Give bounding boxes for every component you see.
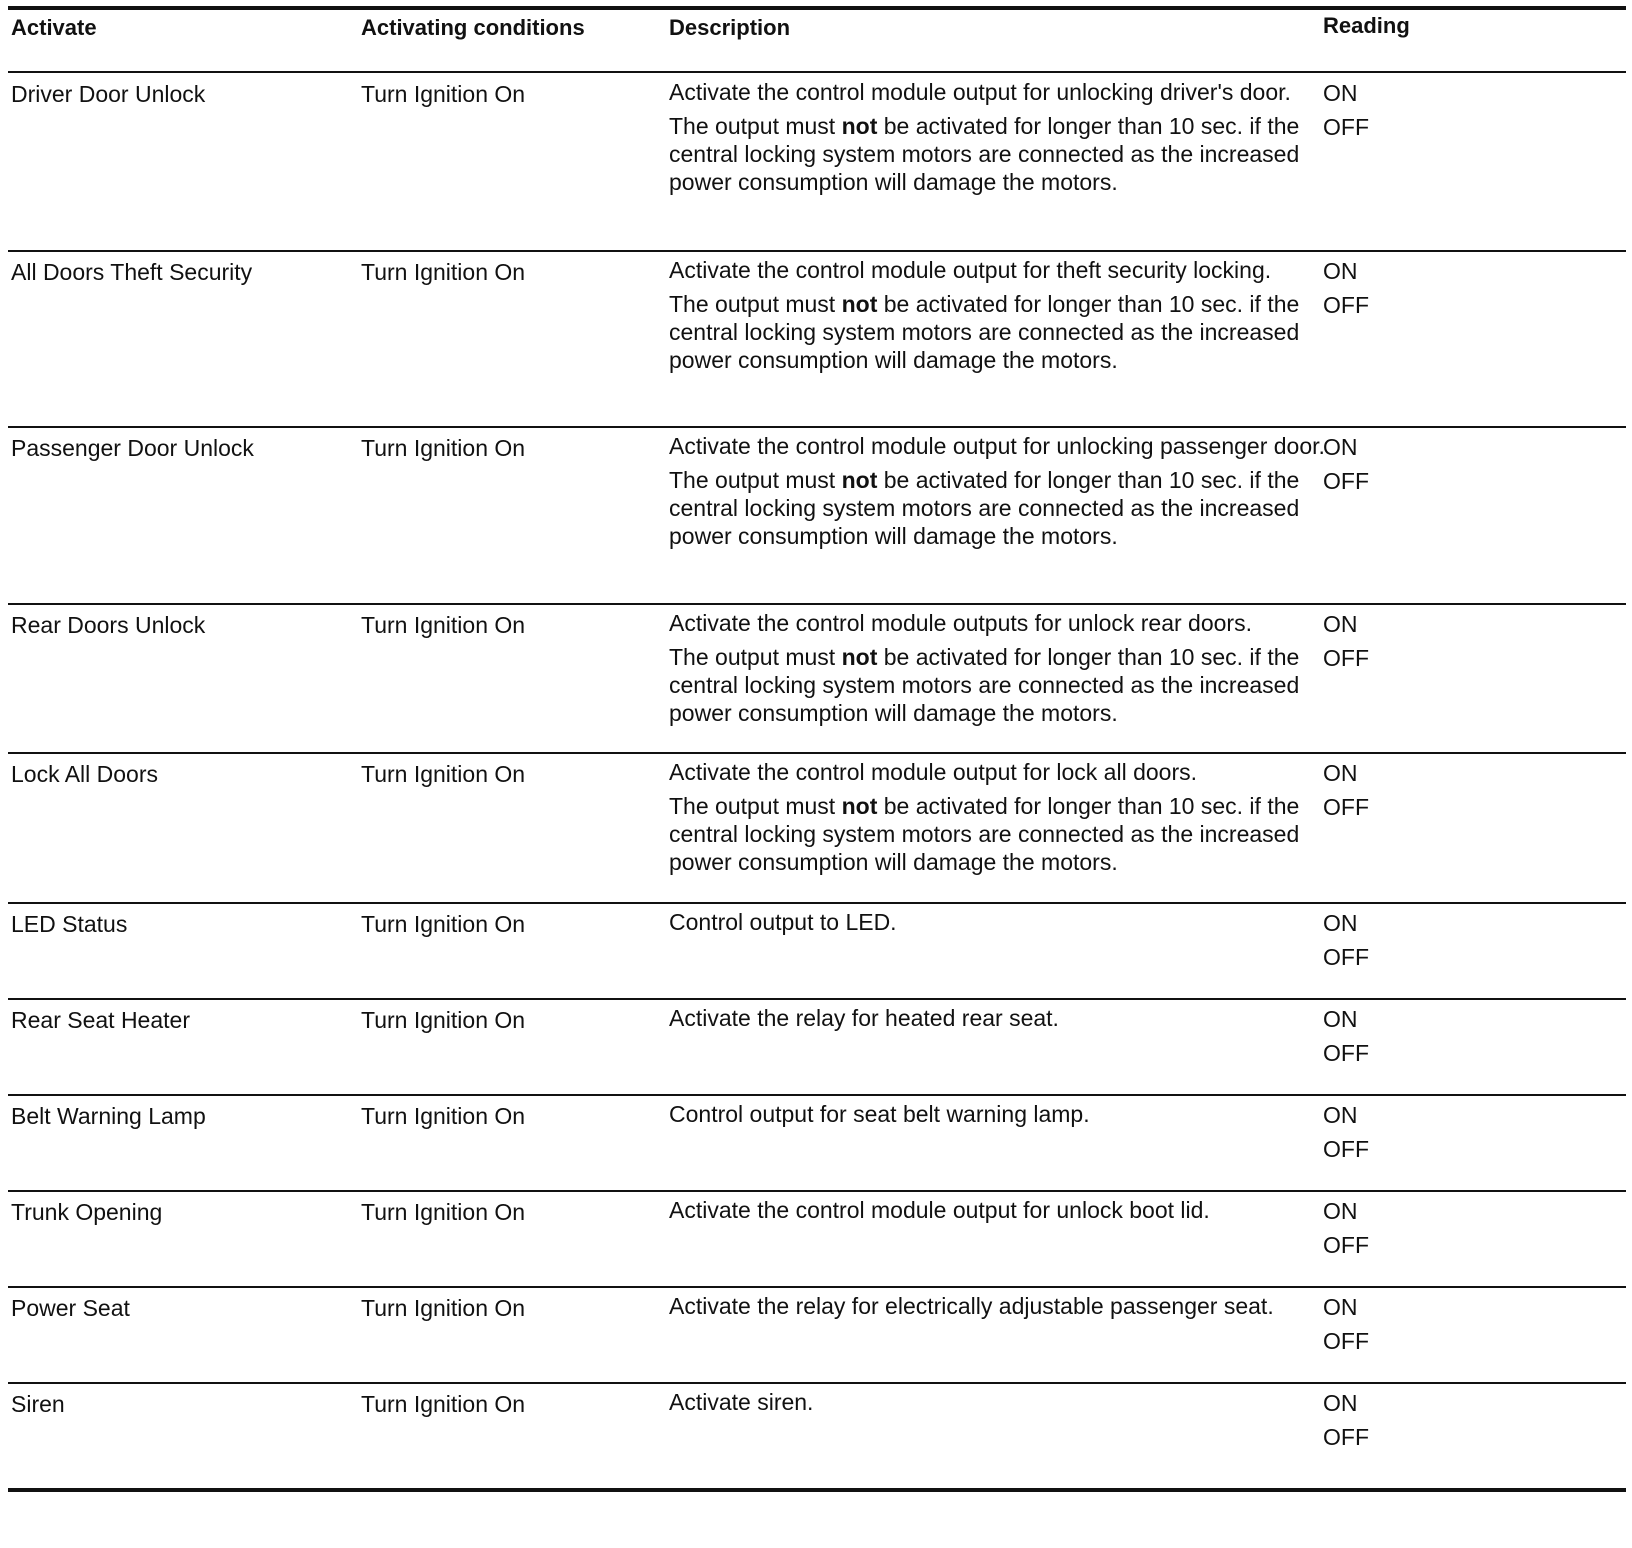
warning-emphasis: not <box>841 644 878 670</box>
warning-text-after: be activated for longer than 10 sec. if the central locking system motors are connected as the increased power consumption will damage the motors. <box>669 793 1300 875</box>
reading-on: ON <box>1323 80 1358 106</box>
row-divider <box>8 998 1626 1000</box>
motor-warning <box>669 290 1329 374</box>
row-description <box>669 609 1349 733</box>
row-reading <box>1323 906 1369 974</box>
row-reading <box>1323 1002 1369 1070</box>
row-description <box>669 1388 1329 1422</box>
row-divider <box>8 1190 1626 1192</box>
description-text: Activate the control module output for unlocking driver's door. <box>669 79 1291 105</box>
row-activate: Passenger Door Unlock <box>11 435 254 461</box>
description-text: Activate the relay for heated rear seat. <box>669 1005 1059 1031</box>
table-bottom-rule <box>8 1488 1626 1492</box>
reading-on: ON <box>1323 910 1358 936</box>
header-activating-conditions: Activating conditions <box>361 15 585 40</box>
row-description <box>669 256 1329 380</box>
reading-off: OFF <box>1323 292 1369 318</box>
row-description <box>669 758 1329 882</box>
row-condition: Turn Ignition On <box>361 1391 526 1417</box>
row-reading <box>1323 1290 1369 1358</box>
reading-off: OFF <box>1323 794 1369 820</box>
row-activate: Belt Warning Lamp <box>11 1103 206 1129</box>
row-activate: Rear Seat Heater <box>11 1007 190 1033</box>
warning-text-before: The output must <box>669 644 842 670</box>
row-divider <box>8 426 1626 428</box>
reading-off: OFF <box>1323 1328 1369 1354</box>
row-reading <box>1323 1194 1369 1262</box>
reading-off: OFF <box>1323 1040 1369 1066</box>
row-activate: Rear Doors Unlock <box>11 612 206 638</box>
description-text: Control output for seat belt warning lamp. <box>669 1101 1090 1127</box>
header-rule <box>8 71 1626 73</box>
motor-warning <box>669 112 1329 196</box>
reading-off: OFF <box>1323 114 1369 140</box>
row-condition: Turn Ignition On <box>361 1103 526 1129</box>
row-condition: Turn Ignition On <box>361 761 526 787</box>
description-text: Activate the control module output for unlocking passenger door. <box>669 433 1325 459</box>
row-reading <box>1323 1098 1369 1166</box>
description-text: Activate siren. <box>669 1389 814 1415</box>
row-description <box>669 78 1329 202</box>
row-activate: All Doors Theft Security <box>11 259 253 285</box>
row-activate: Driver Door Unlock <box>11 81 206 107</box>
reading-on: ON <box>1323 1006 1358 1032</box>
row-condition: Turn Ignition On <box>361 1199 526 1225</box>
reading-on: ON <box>1323 1102 1358 1128</box>
row-divider <box>8 250 1626 252</box>
reading-off: OFF <box>1323 468 1369 494</box>
description-text: Activate the control module outputs for unlock rear doors. <box>669 610 1252 636</box>
row-description <box>669 908 1329 942</box>
row-activate: Siren <box>11 1391 65 1417</box>
reading-on: ON <box>1323 434 1358 460</box>
row-divider <box>8 1094 1626 1096</box>
row-activate: LED Status <box>11 911 128 937</box>
description-text: Activate the control module output for theft security locking. <box>669 257 1272 283</box>
row-activate: Lock All Doors <box>11 761 159 787</box>
warning-text-before: The output must <box>669 291 842 317</box>
reading-on: ON <box>1323 1294 1358 1320</box>
description-text: Activate the control module output for lock all doors. <box>669 759 1198 785</box>
row-reading <box>1323 756 1369 824</box>
row-divider <box>8 1382 1626 1384</box>
warning-text-after: be activated for longer than 10 sec. if the central locking system motors are connected as the increased power consumption will damage the motors. <box>669 467 1300 549</box>
warning-text-before: The output must <box>669 113 842 139</box>
warning-emphasis: not <box>841 113 878 139</box>
warning-emphasis: not <box>841 291 878 317</box>
row-reading <box>1323 254 1369 322</box>
row-reading <box>1323 607 1369 675</box>
row-condition: Turn Ignition On <box>361 612 526 638</box>
row-divider <box>8 603 1626 605</box>
warning-text-before: The output must <box>669 793 842 819</box>
reading-off: OFF <box>1323 1136 1369 1162</box>
motor-warning <box>669 466 1329 550</box>
description-text: Activate the relay for electrically adjustable passenger seat. <box>669 1293 1274 1319</box>
motor-warning <box>669 792 1329 876</box>
row-condition: Turn Ignition On <box>361 259 526 285</box>
warning-emphasis: not <box>841 793 878 819</box>
header-activate: Activate <box>11 15 97 40</box>
warning-text-after: be activated for longer than 10 sec. if the central locking system motors are connected as the increased power consumption will damage the motors. <box>669 291 1300 373</box>
motor-warning <box>669 643 1329 727</box>
reading-on: ON <box>1323 258 1358 284</box>
header-reading: Reading <box>1323 13 1410 38</box>
row-activate: Power Seat <box>11 1295 130 1321</box>
table-top-rule <box>8 6 1626 10</box>
row-description <box>669 1292 1329 1326</box>
warning-text-after: be activated for longer than 10 sec. if the central locking system motors are connected as the increased power consumption will damage the motors. <box>669 113 1300 195</box>
row-condition: Turn Ignition On <box>361 1007 526 1033</box>
row-reading <box>1323 76 1369 144</box>
description-text: Activate the control module output for unlock boot lid. <box>669 1197 1210 1223</box>
reading-off: OFF <box>1323 1232 1369 1258</box>
row-description <box>669 1004 1329 1038</box>
warning-text-after: be activated for longer than 10 sec. if the central locking system motors are connected as the increased power consumption will damage the motors. <box>669 644 1300 726</box>
row-condition: Turn Ignition On <box>361 435 526 461</box>
row-description <box>669 432 1329 556</box>
row-divider <box>8 752 1626 754</box>
row-description <box>669 1196 1329 1230</box>
row-divider <box>8 1286 1626 1288</box>
row-condition: Turn Ignition On <box>361 911 526 937</box>
row-condition: Turn Ignition On <box>361 81 526 107</box>
reading-off: OFF <box>1323 645 1369 671</box>
reading-on: ON <box>1323 611 1358 637</box>
reading-on: ON <box>1323 1198 1358 1224</box>
warning-text-before: The output must <box>669 467 842 493</box>
description-text: Control output to LED. <box>669 909 897 935</box>
row-activate: Trunk Opening <box>11 1199 163 1225</box>
warning-emphasis: not <box>841 467 878 493</box>
reading-on: ON <box>1323 1390 1358 1416</box>
row-divider <box>8 902 1626 904</box>
reading-off: OFF <box>1323 1424 1369 1450</box>
reading-off: OFF <box>1323 944 1369 970</box>
row-reading <box>1323 430 1369 498</box>
header-description: Description <box>669 15 791 40</box>
row-condition: Turn Ignition On <box>361 1295 526 1321</box>
row-reading <box>1323 1386 1369 1454</box>
row-description <box>669 1100 1329 1134</box>
reading-on: ON <box>1323 760 1358 786</box>
